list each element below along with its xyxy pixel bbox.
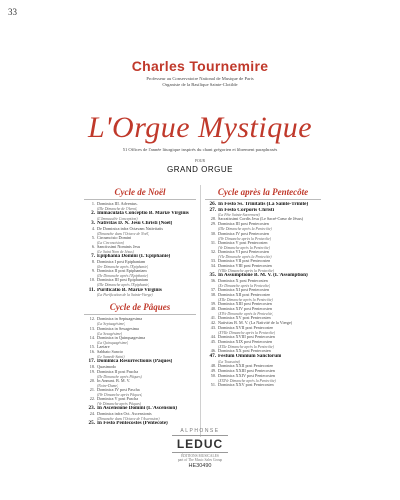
office-number: 41. [210, 315, 216, 321]
logo-bar [172, 452, 228, 453]
office-number: 7. [91, 253, 95, 260]
office-title: Dominica IV post Pentecosten [218, 231, 269, 236]
office-title: (La Fête Sainte-Sacrement) [218, 213, 260, 218]
office-title: (Ier Dimanche après l'Epiphanie) [97, 264, 149, 269]
office-title: (Dimanche dans l'Octave de Noël) [97, 231, 150, 236]
office-number [84, 293, 97, 297]
office-number: 43. [210, 325, 216, 331]
office-number: 3. [91, 220, 95, 227]
office-number: 5. [91, 234, 95, 240]
office-number: 10. [89, 277, 95, 283]
office-number: 1. [91, 201, 95, 206]
office-title: (Xe Dimanche après la Pentecôte) [218, 283, 271, 288]
office-number: 4. [91, 225, 95, 231]
office-title: Dominica V post Pentecosten [218, 240, 268, 245]
pour-label: POUR [194, 159, 206, 163]
office-number: 31. [210, 239, 216, 245]
composer-subtitle-1: Professeur au Conservatoire National de Musique de Paris [146, 76, 254, 81]
office-title: In Festo Ss. Trinitatis (La Sainte-Trinité) [218, 202, 309, 207]
office-title: Nativitas D. N. Jesu Christi (Noël) [97, 221, 173, 227]
office-number: 18. [89, 363, 95, 369]
office-number: 28. [210, 216, 216, 222]
office-number: 11. [88, 286, 95, 293]
publisher-tagline: part of The Music Sales Group [177, 458, 223, 462]
office-title: (La Purification de la Sainte-Vierge) [97, 293, 153, 298]
office-number: 40. [210, 306, 216, 312]
office-title: Nativitas B. M. V. (La Nativité de la Vierge) [218, 321, 293, 326]
office-number: 8. [91, 258, 95, 264]
office-title: Dominica VII post Pentecosten [218, 259, 271, 264]
office-number: 42. [210, 320, 216, 326]
office-title: Dominica XII post Pentecosten [218, 293, 271, 298]
office-title: Dominica XIX post Pentecosten [218, 340, 273, 345]
office-title: Sanctissimi Nominis Jesu [97, 245, 141, 250]
office-number: 14. [89, 334, 95, 340]
office-number: 49. [210, 368, 216, 374]
office-title: Dominica Resurrectionis (Pâques) [97, 359, 173, 365]
office-title: (La Septuagésime) [97, 322, 126, 327]
office-number: 47. [209, 353, 216, 360]
publisher-editions: ÉDITIONS MUSICALES [181, 454, 219, 458]
office-title: (IIIe Dimanche après la Pentecôte) [218, 227, 272, 232]
office-number: 26. [209, 201, 216, 207]
office-title: Dominica in Quinquagesima [97, 335, 146, 340]
composer-name: Charles Tournemire [131, 58, 269, 74]
office-title: Dominica XX post Pentecosten [218, 349, 271, 354]
office-number: 45. [210, 339, 216, 345]
publisher-logo [172, 428, 228, 469]
office-title: Dominica XXV post Pentecosten [218, 383, 274, 388]
office-title: (XIXe Dimanche après la Pentecôte) [218, 345, 274, 350]
office-title: Dominica III post Epiphaniam [97, 278, 149, 283]
office-title: In Festo Corporis Christi [218, 207, 275, 213]
section-rule [205, 199, 321, 200]
office-number: 46. [210, 348, 216, 354]
office-title: (IVe Dimanche après la Pentecôte) [218, 236, 272, 241]
office-title: Festum Omnium Sanctorum [218, 354, 282, 360]
office-number: 35. [209, 272, 216, 279]
office-number: 19. [89, 368, 95, 374]
publisher-name: LEDUC [176, 437, 224, 451]
office-number: 50. [210, 373, 216, 379]
office-title: (Le Samedi-Saint) [97, 354, 125, 359]
office-title: Dominica IV post Pascha [97, 388, 140, 393]
office-title: (IIIe Dimanche de l'Avent) [97, 206, 138, 211]
office-list-item [84, 293, 196, 297]
office-title: Dominica XVII post Pentecosten [218, 326, 274, 331]
page-number: 33 [8, 7, 17, 17]
office-number: 36. [210, 277, 216, 283]
office-title: Dominica I post Epiphaniam [97, 259, 146, 264]
office-number: 38. [210, 292, 216, 298]
office-title: De Dominica infra Octavam Nativitatis [97, 226, 164, 231]
office-title: Dominica XXIII post Pentecosten [218, 369, 275, 374]
office-title: (IIe Dimanche après Pâques) [97, 374, 142, 379]
office-number: 2. [91, 210, 95, 217]
composer-subtitle-2: Organiste de la Basilique Sainte-Clotilde [162, 82, 238, 87]
office-number: 25. [88, 420, 95, 427]
paques-list [84, 317, 196, 426]
office-title: (Dimanche dans l'Octave de l'Ascension) [97, 416, 160, 421]
office-title: (L'Immaculée Conception) [97, 216, 138, 221]
office-title: Quasimodo [97, 364, 117, 369]
office-title: (XXIVe Dimanche après la Pentecôte) [218, 378, 276, 383]
office-title: (IIe Dimanche après l'Epiphanie) [97, 274, 149, 278]
office-title: In Festo Pentecostes (Pentecôte) [97, 421, 168, 427]
right-column [205, 187, 321, 388]
office-number: 32. [210, 249, 216, 254]
office-list-item [205, 383, 321, 388]
pentecote-list [205, 202, 321, 388]
office-title: Dominica XIV post Pentecosten [218, 307, 273, 312]
office-title: (VIIIe Dimanche après la Pentecôte) [218, 269, 275, 274]
office-title: Laetare [97, 345, 110, 349]
office-title: (Ve Dimanche après la Pentecôte) [218, 245, 270, 250]
office-title: Dominica III. Adventus. [97, 202, 138, 206]
section-rule [84, 314, 196, 315]
office-title: (La Sexagésime) [97, 331, 123, 336]
section-heading-noel: Cycle de Noël [114, 187, 166, 197]
office-number: 12. [89, 316, 95, 322]
office-title: (Le Saint Nom de Jésus) [97, 250, 134, 254]
office-number: 27. [209, 206, 216, 213]
section-rule [84, 199, 196, 200]
office-title: (La Circoncision) [97, 240, 124, 245]
office-number: 29. [210, 221, 216, 227]
office-title: Dominica XV post Pentecosten [218, 316, 271, 321]
office-number: 34. [210, 263, 216, 269]
office-title: (La Toussaint) [218, 359, 240, 364]
office-title: Dominica II post Pascha [97, 369, 139, 374]
office-number: 13. [89, 325, 95, 331]
office-title: Purificatio B. Mariæ Virginis [97, 287, 162, 293]
office-number: 22. [89, 396, 95, 402]
office-title: (VIe Dimanche après la Pentecôte) [218, 254, 272, 259]
office-title: Dominica VI post Pentecosten [218, 250, 269, 254]
office-number: 37. [210, 287, 216, 293]
office-title: (Notre-Dame) [97, 383, 119, 388]
office-title: Dominica in Septuagesima [97, 317, 143, 322]
office-number: 15. [89, 344, 95, 349]
office-title: Dominica X post Pentecosten [218, 278, 268, 283]
office-title: In Assumptione B. M. V. (L'Assomption) [218, 273, 308, 279]
section-heading-paques: Cycle de Pâques [109, 302, 171, 313]
office-title: Dominica III post Pentecosten [218, 222, 269, 227]
catalog-number: HE30490 [188, 463, 212, 469]
column-divider [200, 185, 201, 437]
office-number: 30. [210, 230, 216, 236]
office-title: (IVe Dimanche après Pâques) [97, 392, 143, 397]
office-number: 44. [210, 334, 216, 340]
instrument-label: GRAND ORGUE [167, 165, 233, 174]
office-title: (XIVe Dimanche après la Pentecôte) [218, 312, 274, 317]
office-title: Dominica XI post Pentecosten [218, 288, 270, 293]
office-number: 21. [89, 387, 95, 393]
work-description: 51 Offices de l'année liturgique inspirés du chant grégorien et librement paraphrasés [122, 147, 278, 152]
publisher-top: ALPHONSE [180, 428, 220, 434]
office-title: Sacratissimi Cordis Jesu (Le Sacré-Cœur de Jésus) [218, 217, 304, 222]
office-number: 33. [210, 258, 216, 264]
office-title: (XIIe Dimanche après la Pentecôte) [218, 297, 273, 302]
office-title: Dominica V post Pascha [97, 397, 139, 402]
office-title: Epiphania Domini (L'Epiphanie) [97, 254, 171, 260]
office-title: Dominica XXIV post Pentecosten [218, 374, 276, 379]
office-number: 48. [210, 363, 216, 369]
office-title: Dominica VIII post Pentecosten [218, 264, 272, 269]
office-title: Dominica XXII post Pentecosten [218, 364, 274, 369]
office-title: Immaculata Conceptio B. Mariæ Virginis [97, 211, 189, 217]
office-title: (La Quinquagésime) [97, 340, 129, 345]
office-number: 51. [210, 382, 216, 388]
office-title: Dominica XIII post Pentecosten [218, 302, 272, 307]
office-number: 16. [89, 348, 95, 354]
office-list-item [84, 421, 196, 427]
office-number: 6. [91, 244, 95, 250]
office-title: (XVIIe Dimanche après la Pentecôte) [218, 331, 276, 336]
office-title: Dominica infra Oct. Ascensionis [97, 412, 152, 417]
left-column [84, 187, 196, 427]
office-title: (IIIe Dimanche après l'Epiphanie) [97, 283, 150, 288]
office-number: 9. [91, 268, 95, 274]
office-title: (Ve Dimanche après Pâques) [97, 402, 142, 407]
office-number: 24. [89, 411, 95, 417]
office-title: Dominica in Sexagesima [97, 326, 139, 331]
logo-bar [172, 435, 228, 436]
office-title: Sabbato Sancto [97, 349, 123, 354]
office-number: 23. [88, 405, 95, 412]
office-title: Circumcisio Domini [97, 235, 132, 240]
office-title: Dominica XVIII post Pentecosten [218, 335, 275, 340]
office-title: Dominica II post Epiphaniam [97, 269, 147, 274]
noel-list [84, 202, 196, 297]
office-number: 17. [88, 358, 95, 365]
work-title: L'Orgue Mystique [87, 111, 313, 144]
office-title: In Ascensione Domini (L'Ascension) [97, 406, 177, 412]
section-heading-pentecote: Cycle après la Pentecôte [217, 187, 309, 197]
office-number: 39. [210, 301, 216, 307]
office-number: 20. [89, 377, 95, 383]
office-title: In Annunt. B. M. V. [97, 378, 131, 383]
